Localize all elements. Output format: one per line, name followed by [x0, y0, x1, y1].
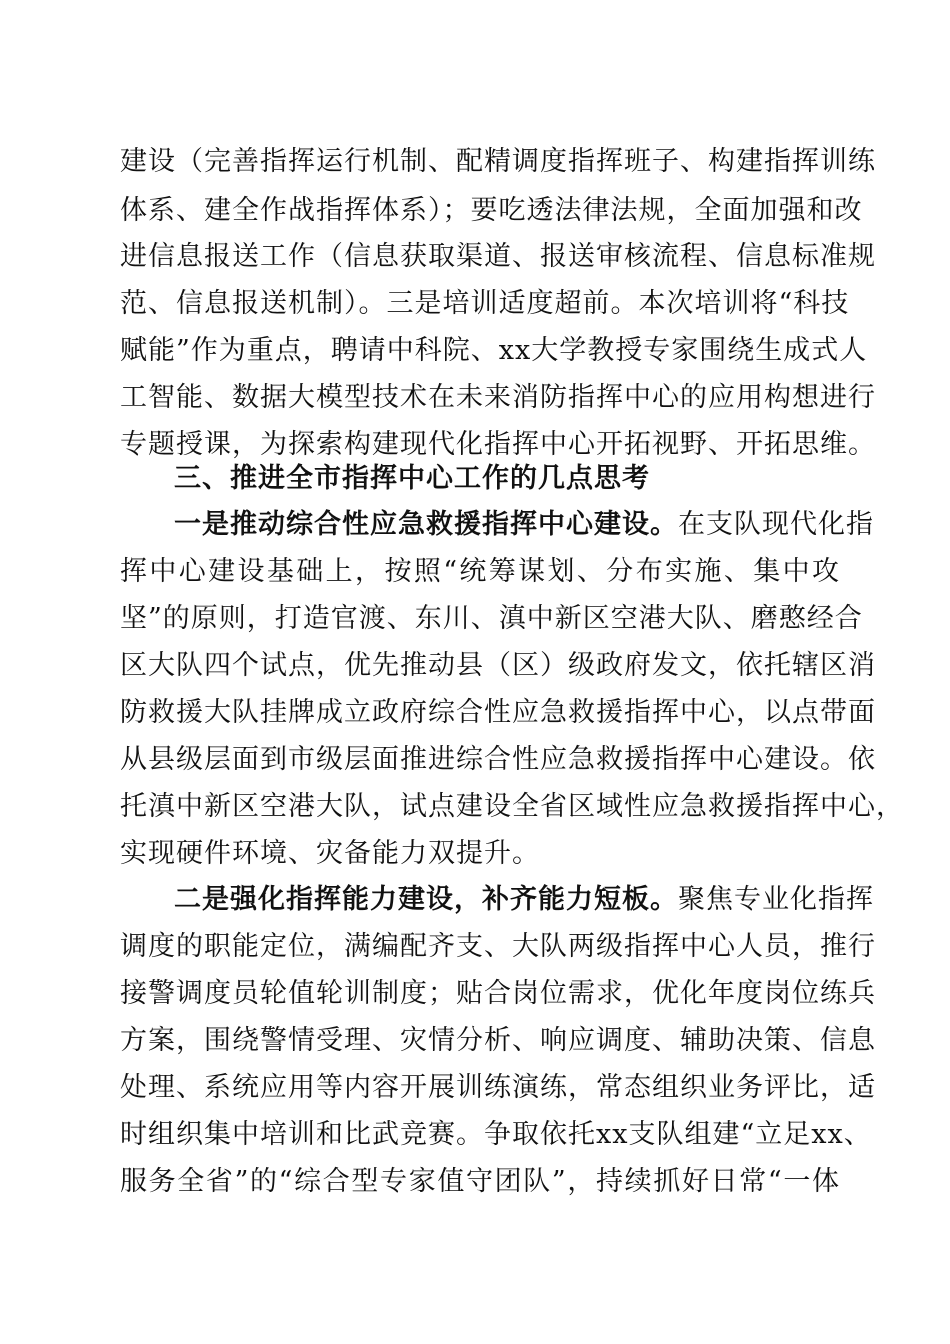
paragraph-line: 区大队四个试点，优先推动县（区）级政府发文，依托辖区消: [120, 650, 876, 681]
paragraph-line: 工智能、数据大模型技术在未来消防指挥中心的应用构想进行: [120, 382, 876, 413]
paragraph-line: 坚”的原则，打造官渡、东川、滇中新区空港大队、磨憨经合: [120, 603, 863, 634]
paragraph-line: 方案，围绕警情受理、灾情分析、响应调度、辅助决策、信息: [120, 1025, 876, 1056]
paragraph-line: 接警调度员轮值轮训制度；贴合岗位需求，优化年度岗位练兵: [120, 978, 876, 1009]
paragraph-line-rest: 在支队现代化指: [678, 509, 874, 540]
paragraph-line: 调度的职能定位，满编配齐支、大队两级指挥中心人员，推行: [120, 931, 876, 962]
paragraph-last-line: 实现硬件环境、灾备能力双提升。: [120, 838, 540, 869]
paragraph-lead: 一是推动综合性应急救援指挥中心建设。: [174, 509, 678, 540]
paragraph-first-line: [174, 880, 874, 920]
paragraph-line: 体系、建全作战指挥体系）；要吃透法律法规，全面加强和改: [120, 195, 863, 226]
paragraph-line: 处理、系统应用等内容开展训练演练，常态组织业务评比，适: [120, 1072, 876, 1103]
paragraph-line: 建设（完善指挥运行机制、配精调度指挥班子、构建指挥训练: [120, 146, 876, 177]
paragraph-line: 时组织集中培训和比武竞赛。争取依托xx支队组建“立足xx、: [120, 1119, 872, 1150]
paragraph-line: 防救援大队挂牌成立政府综合性应急救援指挥中心，以点带面: [120, 697, 876, 728]
paragraph-line: 专题授课，为探索构建现代化指挥中心开拓视野、开拓思维。: [120, 429, 876, 460]
paragraph-line: 赋能”作为重点，聘请中科院、xx大学教授专家围绕生成式人: [120, 335, 868, 366]
section-heading: 三、推进全市指挥中心工作的几点思考: [174, 463, 650, 494]
paragraph-line: 进信息报送工作（信息获取渠道、报送审核流程、信息标准规: [120, 241, 876, 272]
paragraph-line-rest: 聚焦专业化指挥: [678, 884, 874, 915]
paragraph-line: 从县级层面到市级层面推进综合性应急救援指挥中心建设。依: [120, 744, 876, 775]
paragraph-line: 托滇中新区空港大队，试点建设全省区域性应急救援指挥中心，: [120, 791, 904, 822]
paragraph-line: 服务全省”的“综合型专家值守团队”，持续抓好日常“一体: [120, 1166, 840, 1197]
paragraph-line: 挥中心建设基础上，按照“统筹谋划、分布实施、集中攻: [120, 556, 840, 587]
paragraph-first-line: [174, 505, 874, 545]
paragraph-line: 范、信息报送机制）。三是培训适度超前。本次培训将“科技: [120, 288, 850, 319]
paragraph-lead: 二是强化指挥能力建设，补齐能力短板。: [174, 884, 678, 915]
